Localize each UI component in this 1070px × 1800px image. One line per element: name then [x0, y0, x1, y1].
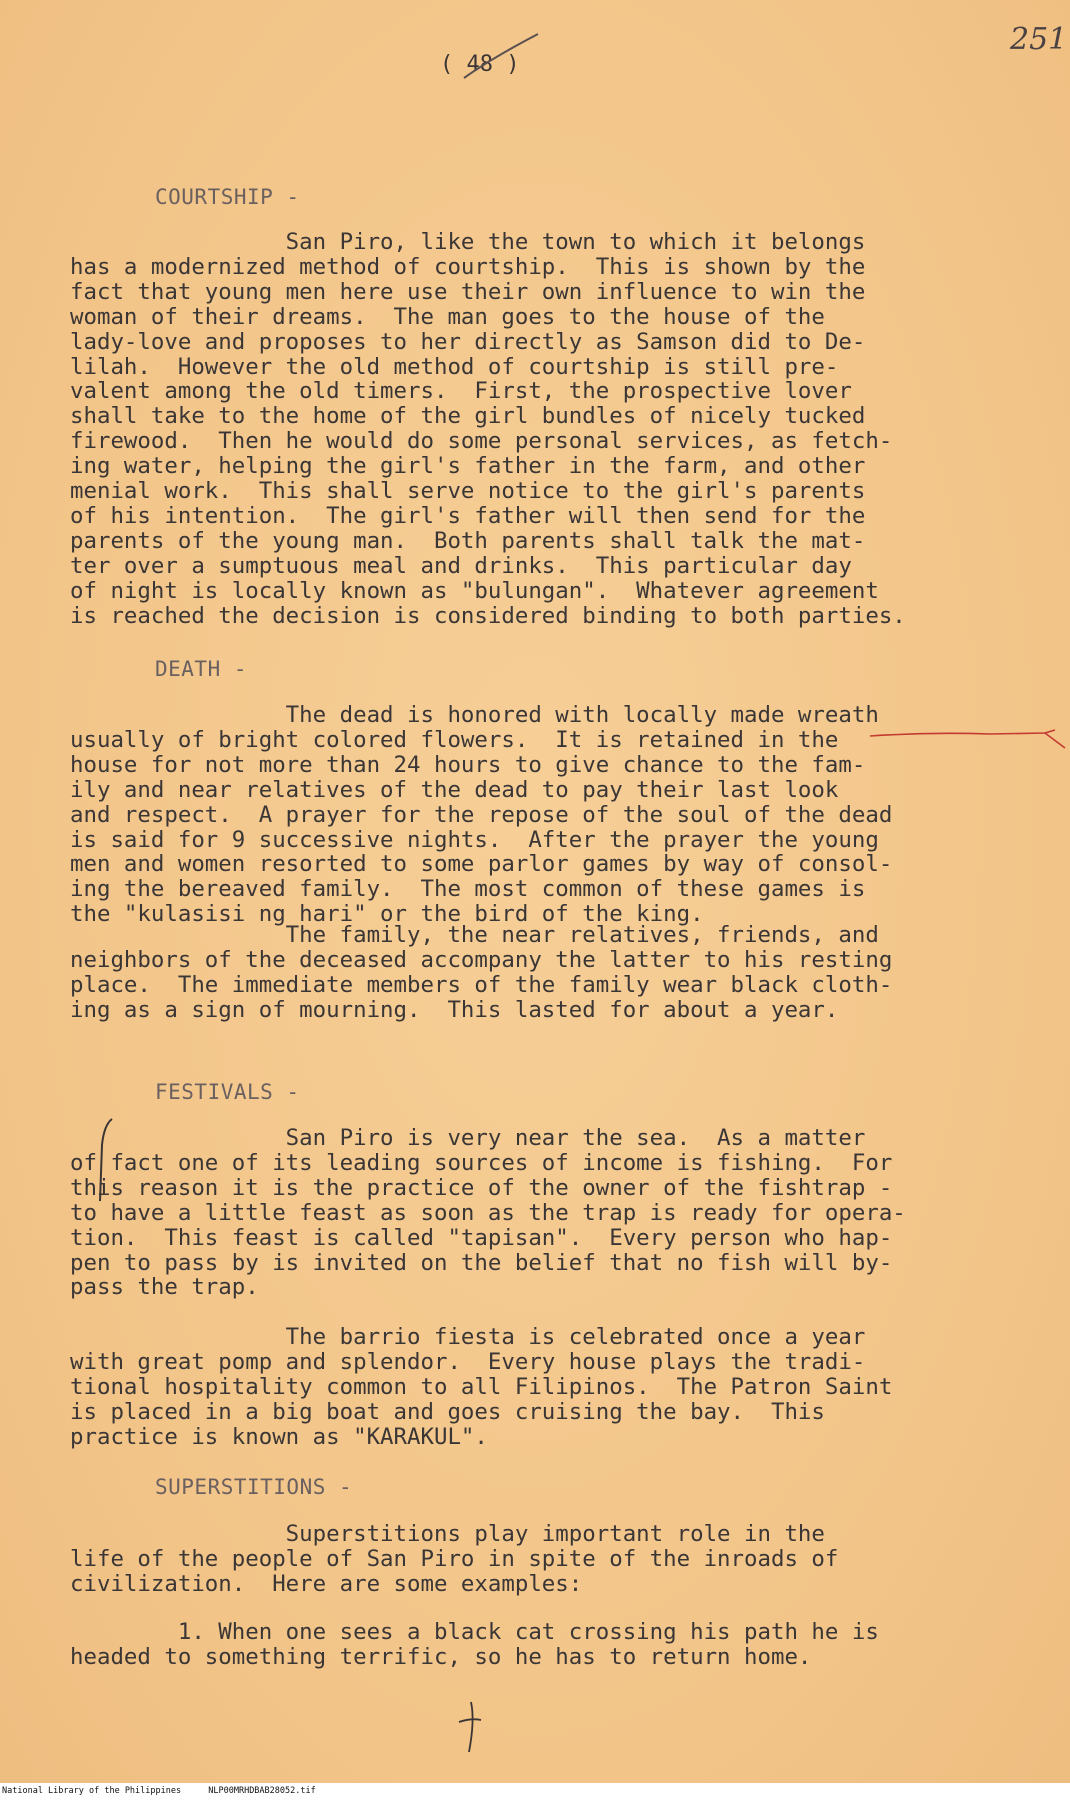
handwritten-mark-icon [455, 1700, 485, 1755]
superstitions-paragraph-1: Superstitions play important role in the life of the people of San Piro in spite of the inroads of civilization. Here are some examples: [70, 1521, 839, 1597]
heading-courtship: COURTSHIP - [155, 185, 300, 209]
festivals-paragraph-2: The barrio fiesta is celebrated once a year with great pomp and splendor. Every house plays the tradi- tional hospitality common to all Filipinos. The Patron Saint is placed in a big boat and goes cruising the bay. This practice is known as "KARAKUL". [70, 1324, 893, 1450]
death-paragraph-1: The dead is honored with locally made wreath usually of bright colored flowers. It is retained in the house for not more than 24 hours to give chance to the fam- ily and near relatives of the dead to pay their last look and respect. A prayer for the repose of the soul of the dead is said for 9 successive nights. After the prayer the young men and women resorted to some parlor games by way of consol- ing the bereaved family. The most common of these games is the "kulasisi ng hari" or the bird of the king. [70, 702, 893, 928]
courtship-paragraph-1: San Piro, like the town to which it belongs has a modernized method of courtship. This is shown by the fact that young men here use their own influence to win the woman of their dreams. The man goes to the house of the lady-love and proposes to her directly as Samson did to De- lilah. However the old method of courtship is still pre- valent among the old timers. First, the prospective lover shall take to the home of the girl bundles of nicely tucked firewood. Then he would do some personal services, as fetch- ing water, helping the girl's father in the farm, and other menial work. This shall serve notice to the girl's parents of his intention. The girl's father will then send for the parents of the young man. Both parents shall talk the mat- ter over a sumptuous meal and drinks. This particular day of night is locally known as "bulungan". Whatever agreement is reached the decision is considered binding to both parties. [70, 229, 906, 629]
death-paragraph-2: The family, the near relatives, friends, and neighbors of the deceased accompany the latter to his resting place. The immediate members of the family wear black cloth- ing as a sign of mourning. This lasted for about a year. [70, 922, 893, 1023]
festivals-paragraph-1: San Piro is very near the sea. As a matter of fact one of its leading sources of income is fishing. For this reason it is the practice of the owner of the fishtrap - to have a little feast as soon as the trap is ready for opera- tion. This feast is called "tapisan". Every person who hap- pen to pass by is invited on the belief that no fish will by- pass the trap. [70, 1125, 906, 1301]
archive-page-number: 251 [1010, 22, 1068, 57]
superstitions-paragraph-2: 1. When one sees a black cat crossing his path he is headed to something terrific, so he has to return home. [70, 1619, 879, 1670]
red-underline-mark-icon [870, 728, 1070, 758]
heading-death: DEATH - [155, 657, 248, 681]
heading-superstitions: SUPERSTITIONS - [155, 1475, 353, 1499]
page-number: ( 48 ) [440, 52, 520, 77]
strikethrough-mark-icon [462, 30, 542, 90]
footer-filename: NLP00MRHDBAB28052.tif [208, 1786, 316, 1796]
heading-festivals: FESTIVALS - [155, 1080, 300, 1104]
footer-institution: National Library of the Philippines [2, 1786, 182, 1796]
scan-footer [0, 1783, 1070, 1800]
